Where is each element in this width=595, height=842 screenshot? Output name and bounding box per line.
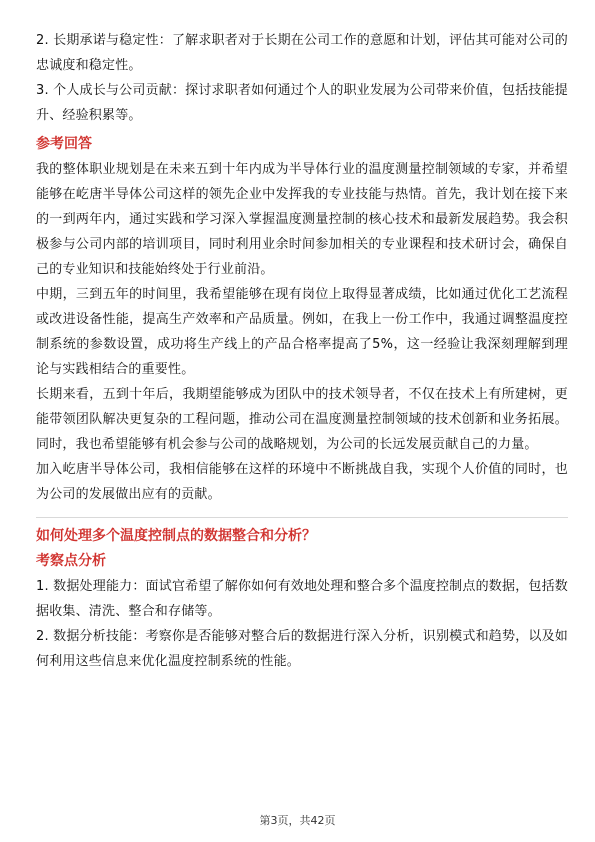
answer-paragraph-3: 长期来看，五到十年后，我期望能够成为团队中的技术领导者，不仅在技术上有所建树，更能带领团队解决更复杂的工程问题，推动公司在温度测量控制领域的技术创新和业务拓展。同时，我也希望能够有机会参与公司的战略规划，为公司的长远发展贡献自己的力量。	[36, 387, 568, 452]
analysis-point-2: 2. 数据分析技能：考察你是否能够对整合后的数据进行深入分析，识别模式和趋势，以及如何利用这些信息来优化温度控制系统的性能。	[36, 629, 568, 669]
analysis-point-1: 1. 数据处理能力：面试官希望了解你如何有效地处理和整合多个温度控制点的数据，包括数据收集、清洗、整合和存储等。	[36, 579, 568, 619]
page-number: 第3页，共42页	[259, 814, 336, 827]
point-2-long-term-commitment: 2. 长期承诺与稳定性：了解求职者对于长期在公司工作的意愿和计划，评估其可能对公司的忠诚度和稳定性。	[36, 33, 568, 73]
reference-answer-heading: 参考回答	[36, 136, 92, 152]
section-divider	[36, 517, 568, 518]
page-content	[36, 28, 568, 674]
answer-paragraph-4: 加入屹唐半导体公司，我相信能够在这样的环境中不断挑战自我，实现个人价值的同时，也为公司的发展做出应有的贡献。	[36, 462, 568, 502]
answer-paragraph-2: 中期，三到五年的时间里，我希望能够在现有岗位上取得显著成绩，比如通过优化工艺流程或改进设备性能，提高生产效率和产品质量。例如，在我上一份工作中，我通过调整温度控制系统的参数设置，成功将生产线上的产品合格率提高了5%，这一经验让我深刻理解到理论与实践相结合的重要性。	[36, 287, 568, 377]
answer-paragraph-1: 我的整体职业规划是在未来五到十年内成为半导体行业的温度测量控制领域的专家，并希望能够在屹唐半导体公司这样的领先企业中发挥我的专业技能与热情。首先，我计划在接下来的一到两年内，通过实践和学习深入掌握温度测量控制的核心技术和最新发展趋势。我会积极参与公司内部的培训项目，同时利用业余时间参加相关的专业课程和技术研讨会，确保自己的专业知识和技能始终处于行业前沿。	[36, 162, 568, 277]
point-3-growth-contribution: 3. 个人成长与公司贡献：探讨求职者如何通过个人的职业发展为公司带来价值，包括技能提升、经验积累等。	[36, 83, 568, 123]
analysis-heading: 考察点分析	[36, 553, 106, 569]
question-title: 如何处理多个温度控制点的数据整合和分析？	[36, 528, 316, 544]
